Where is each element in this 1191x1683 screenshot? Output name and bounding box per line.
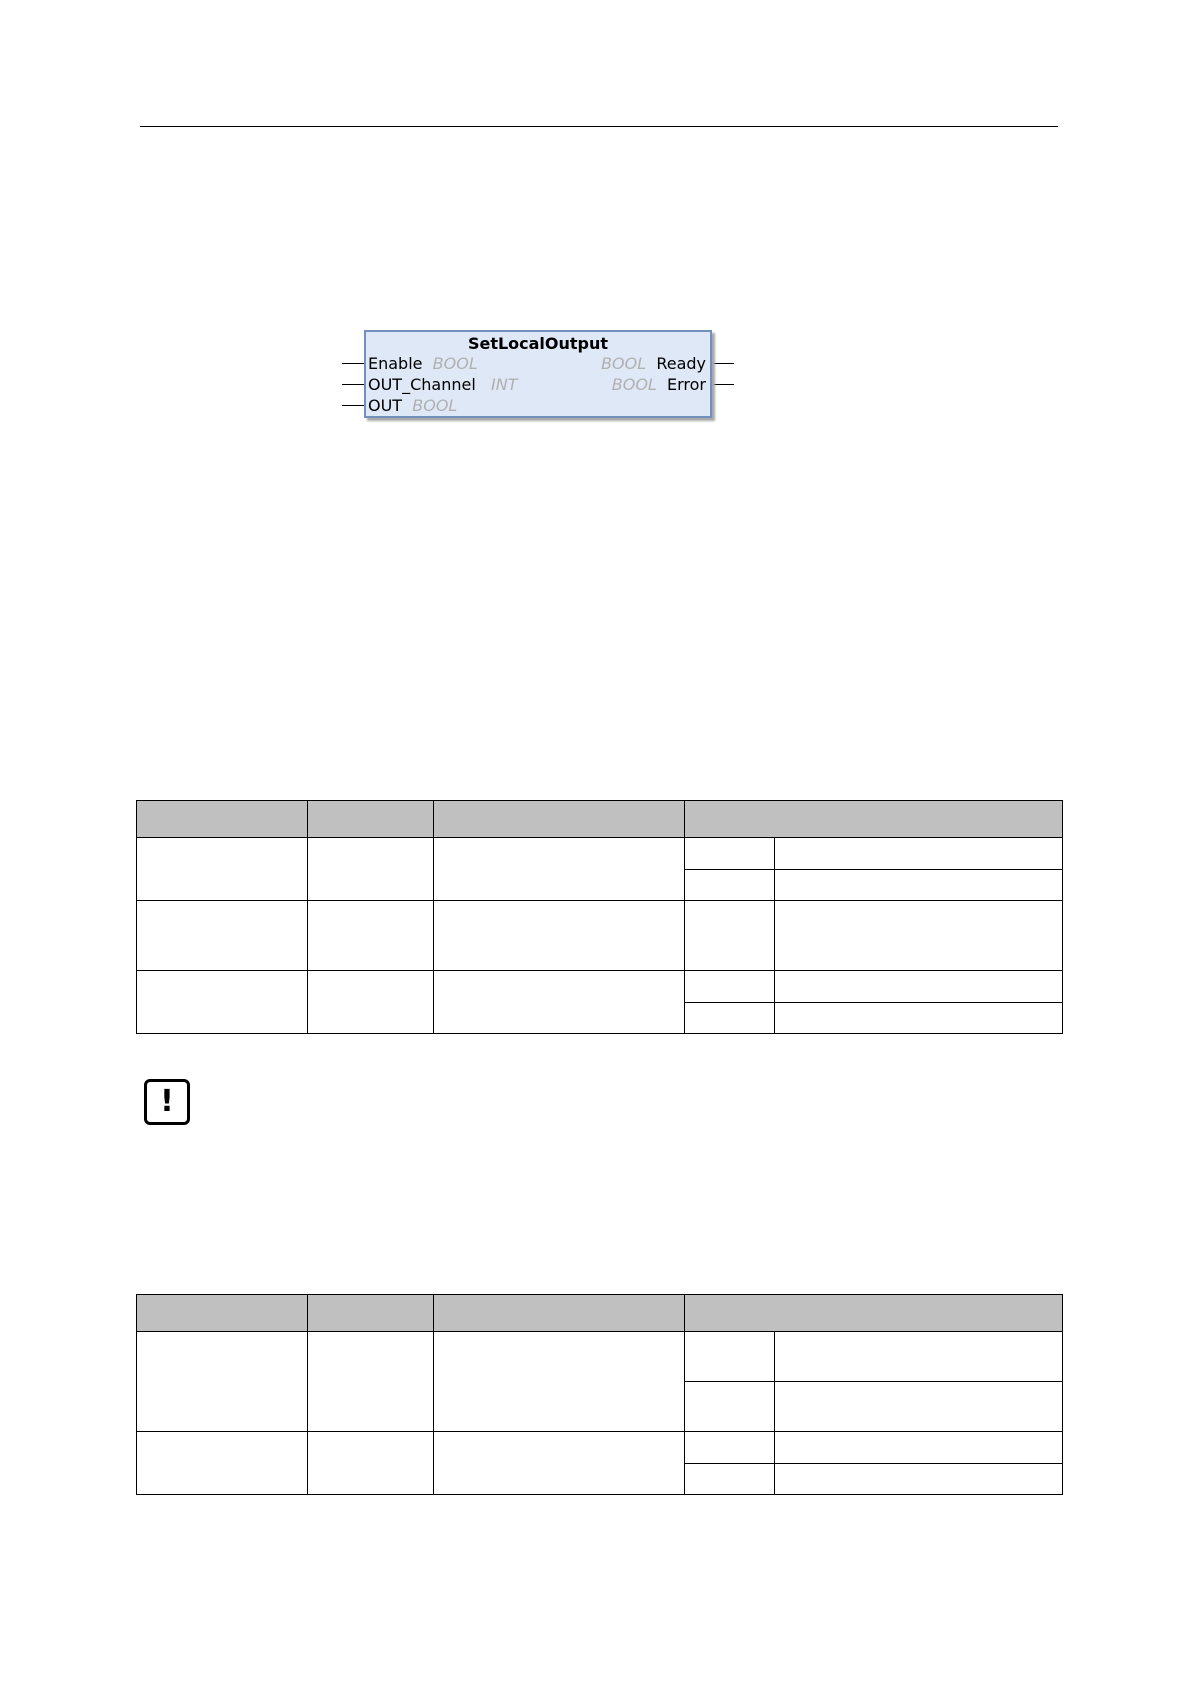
header-rule bbox=[140, 126, 1058, 127]
pin-enable bbox=[342, 363, 364, 364]
input-enable bbox=[368, 354, 478, 374]
table-cell bbox=[685, 1332, 775, 1382]
table-header-row bbox=[137, 1295, 1063, 1332]
input-type: BOOL bbox=[432, 354, 478, 373]
exclamation-glyph: ! bbox=[160, 1084, 174, 1119]
pin-ready bbox=[712, 363, 734, 364]
table-header-cell bbox=[308, 801, 434, 838]
table-cell bbox=[775, 870, 1063, 901]
table-cell bbox=[137, 1332, 308, 1432]
table-cell bbox=[685, 971, 775, 1003]
table-row bbox=[137, 1332, 1063, 1382]
output-name: Ready bbox=[656, 354, 706, 373]
table-cell bbox=[685, 870, 775, 901]
table-cell bbox=[685, 838, 775, 870]
input-type: BOOL bbox=[412, 396, 458, 415]
function-block-diagram bbox=[340, 328, 740, 428]
table-cell bbox=[308, 901, 434, 971]
output-ready bbox=[601, 354, 706, 374]
table-row bbox=[137, 1432, 1063, 1464]
table-cell bbox=[137, 971, 308, 1034]
table-cell bbox=[775, 1382, 1063, 1432]
table-cell bbox=[685, 1382, 775, 1432]
input-name: OUT_Channel bbox=[368, 375, 476, 394]
table-cell bbox=[775, 1332, 1063, 1382]
pin-out-channel bbox=[342, 384, 364, 385]
table-cell bbox=[308, 838, 434, 901]
table-cell bbox=[685, 1464, 775, 1495]
table-header-cell bbox=[434, 801, 685, 838]
table-cell bbox=[434, 1432, 685, 1495]
input-out bbox=[368, 396, 457, 416]
pin-error bbox=[712, 384, 734, 385]
table-cell bbox=[308, 1432, 434, 1495]
table-row bbox=[137, 971, 1063, 1003]
output-error bbox=[612, 375, 706, 395]
output-name: Error bbox=[667, 375, 706, 394]
input-type: INT bbox=[491, 375, 518, 394]
table-header-cell bbox=[685, 1295, 1063, 1332]
table-cell bbox=[434, 1332, 685, 1432]
table-cell bbox=[434, 838, 685, 901]
table-cell bbox=[685, 901, 775, 971]
table-header-cell bbox=[308, 1295, 434, 1332]
table-header-row bbox=[137, 801, 1063, 838]
pin-out bbox=[342, 405, 364, 406]
output-type: BOOL bbox=[601, 354, 647, 373]
table-header-cell bbox=[434, 1295, 685, 1332]
table-header-cell bbox=[137, 801, 308, 838]
table-cell bbox=[775, 1432, 1063, 1464]
output-parameter-table bbox=[136, 1294, 1063, 1495]
function-block bbox=[364, 330, 712, 418]
table-cell bbox=[775, 838, 1063, 870]
output-type: BOOL bbox=[611, 375, 657, 394]
table-cell bbox=[775, 1003, 1063, 1034]
table-cell bbox=[685, 1432, 775, 1464]
input-name: OUT bbox=[368, 396, 403, 415]
table-cell bbox=[775, 901, 1063, 971]
table-cell bbox=[137, 1432, 308, 1495]
table-cell bbox=[434, 971, 685, 1034]
table-header-cell bbox=[137, 1295, 308, 1332]
table-row bbox=[137, 838, 1063, 870]
table-cell bbox=[308, 971, 434, 1034]
table-cell bbox=[137, 901, 308, 971]
table-cell bbox=[434, 901, 685, 971]
function-block-title: SetLocalOutput bbox=[467, 334, 609, 353]
input-out-channel bbox=[368, 375, 518, 395]
table-row bbox=[137, 901, 1063, 971]
table-cell bbox=[308, 1332, 434, 1432]
table-cell bbox=[775, 971, 1063, 1003]
table-header-cell bbox=[685, 801, 1063, 838]
table-cell bbox=[137, 838, 308, 901]
input-parameter-table bbox=[136, 800, 1063, 1034]
table-cell bbox=[775, 1464, 1063, 1495]
table-cell bbox=[685, 1003, 775, 1034]
exclamation-icon bbox=[144, 1079, 190, 1125]
input-name: Enable bbox=[368, 354, 423, 373]
